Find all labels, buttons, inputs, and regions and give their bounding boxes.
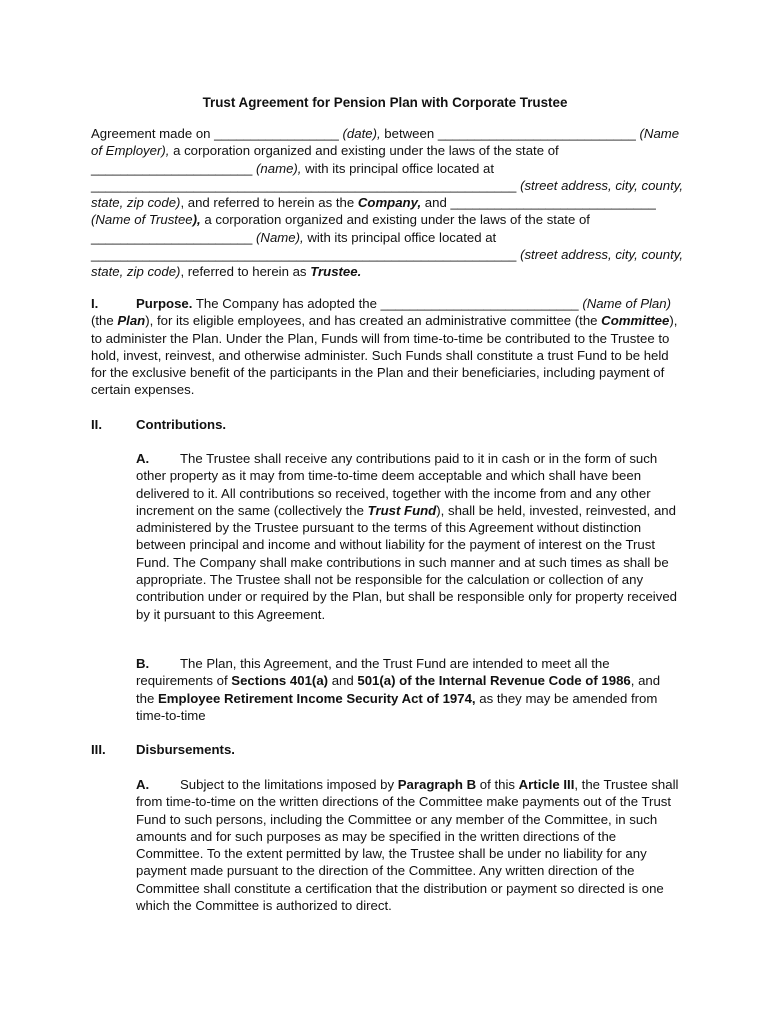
paragraph-text: as they may be amended from time-to-time [136, 690, 658, 723]
paragraph-text: Employee Retirement Income Security Act of 1974, [158, 690, 476, 706]
section-number: I. [91, 296, 99, 311]
intro-text: (Name of Employer), [91, 126, 680, 159]
section-text: The Company has adopted the ___________________________ [192, 296, 583, 311]
paragraph-text: Trust Fund [367, 502, 437, 518]
intro-text: (Name), [256, 229, 304, 245]
paragraph-text: The Plan, this Agreement, and the Trust Fund are intended to meet all the requirements of [136, 656, 610, 689]
paragraph-text: 501(a) of the Internal Revenue Code of 1986 [357, 673, 631, 689]
intro-text: a corporation organized and existing under the laws of the state of ______________________ [91, 212, 590, 245]
section-text: Committee [601, 313, 670, 329]
paragraph-text: ), shall be held, invested, reinvested, and administered by the Trustee pursuant to the terms of this Agreement without distinction between principal and income and without liability for the payment of interest on the Trust Fund. The Company shall make contributions in such manner and at such times as shall be appropriate. The Trustee shall not be responsible for the calculation or collection of any contribution under or required by the Plan, but shall be responsible only for property received by it pursuant to this Agreement. [136, 502, 678, 622]
paragraph-number: A. [136, 451, 150, 466]
paragraph-text: Article III [518, 777, 575, 792]
intro-text: (street address, city, county, state, zip code) [91, 177, 684, 211]
paragraph-text: of this [476, 777, 519, 792]
intro-text: between ___________________________ [380, 126, 640, 141]
section-text: ), to administer the Plan. Under the Plan, Funds will from time-to-time be contributed to the Trustee to hold, invest, reinvest, and otherwise administer. Such Funds shall constitute a trust Fund to be held for the exclusive benefit of the participants in the Plan and their beneficiaries, including payment of certain expenses. [91, 313, 678, 398]
section-number: III. [91, 742, 106, 757]
paragraph-text: Sections 401(a) [231, 673, 329, 689]
section-text: Plan [117, 313, 146, 329]
section-3-paragraph-a [136, 776, 682, 914]
paragraph-text: , and the [136, 673, 661, 706]
intro-text: (street address, city, county, state, zip code) [91, 247, 684, 280]
section-text: ), for its eligible employees, and has created an administrative committee (the [145, 313, 602, 329]
intro-text: with its principal office located at __________________________________________________________ [91, 229, 521, 263]
document-title: Trust Agreement for Pension Plan with Corporate Trustee [202, 95, 568, 110]
paragraph-text: Paragraph B [397, 777, 477, 792]
intro-text: (Name of Trustee [91, 212, 193, 228]
paragraph-text: and [328, 673, 358, 689]
section-2-paragraph-b [136, 655, 682, 724]
paragraph-text: Subject to the limitations imposed by [180, 777, 398, 792]
section-1-purpose [91, 295, 683, 399]
section-3-heading [91, 741, 683, 758]
section-label: Purpose. [136, 296, 193, 311]
intro-text: ), [192, 212, 201, 228]
intro-text: Trustee. [310, 264, 362, 280]
intro-text: with its principal office located at __________________________________________________________ [91, 160, 521, 193]
paragraph-text: The Trustee shall receive any contributions paid to it in cash or in the form of such other property as it may from time-to-time deem acceptable and which shall have been delivered to it. All contributions so received, together with the income from and any other increment on the same (collectively the [136, 451, 658, 518]
intro-text: , referred to herein as [180, 264, 311, 280]
section-2-paragraph-a [136, 450, 682, 623]
intro-text: , and referred to herein as the [180, 195, 358, 211]
section-number: II. [91, 417, 102, 432]
section-label: Disbursements. [136, 742, 235, 757]
intro-text: Company, [357, 195, 422, 211]
intro-text: Agreement made on _________________ [91, 126, 343, 141]
intro-text: (date), [342, 126, 381, 141]
intro-text: and ____________________________ [421, 195, 656, 211]
paragraph-number: A. [136, 777, 150, 792]
section-label: Contributions. [136, 417, 227, 432]
paragraph-text: , the Trustee shall from time-to-time on the written directions of the Committee make payments out of the Trust Fund to such persons, including the Committee or any member of the Committee, in such amounts and for such purposes as may be specified in the written directions of the Committee. To the extent permitted by law, the Trustee shall be under no liability for any payment made pursuant to the direction of the Committee. Any written direction of the Committee shall constitute a certification that the distribution or payment so directed is one which the Committee is authorized to direct. [136, 777, 679, 914]
intro-text: (name), [256, 160, 302, 176]
section-2-heading [91, 416, 683, 433]
intro-paragraph [91, 125, 683, 281]
intro-text: a corporation organized and existing under the laws of the state of ______________________ [91, 143, 559, 176]
section-text: (the [91, 313, 118, 329]
section-text: (Name of Plan) [582, 296, 671, 311]
paragraph-number: B. [136, 656, 150, 671]
